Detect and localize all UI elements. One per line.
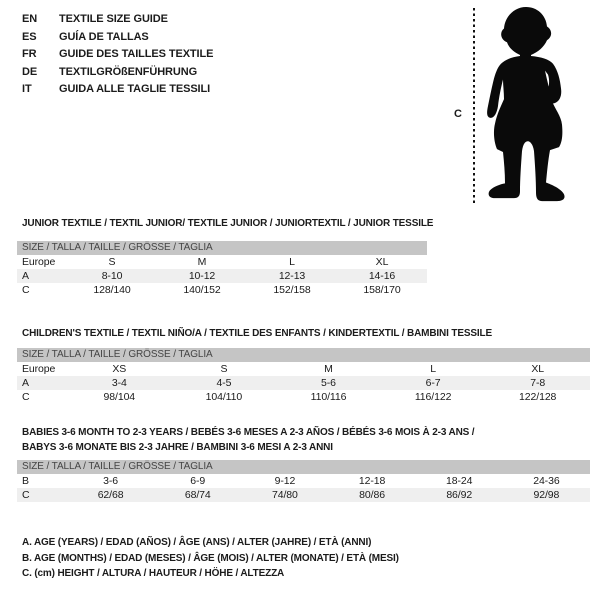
- size-cell: M: [197, 256, 207, 268]
- babies-size-grid: [17, 474, 590, 502]
- babies-size-table: [17, 460, 590, 502]
- language-row-en: [22, 11, 213, 29]
- size-row-b: [17, 474, 590, 488]
- size-cell: S: [108, 256, 116, 268]
- size-row-europe: [17, 362, 590, 376]
- junior-size-table: [17, 241, 427, 297]
- junior-size-grid: [17, 255, 427, 297]
- size-row-c: [17, 390, 590, 404]
- legend-line-c: C. (cm) HEIGHT / ALTURA / HAUTEUR / HÖHE / ALTEZZA: [22, 568, 285, 579]
- size-cell: 140/152: [183, 284, 221, 296]
- size-cell: 6-9: [190, 475, 206, 487]
- size-cell: 24-36: [533, 475, 560, 487]
- language-label: TEXTILGRÖßENFÜHRUNG: [59, 65, 198, 78]
- size-header-bar: SIZE / TALLA / TAILLE / GRÖSSE / TAGLIA: [17, 241, 427, 255]
- size-cell: 116/122: [414, 391, 452, 403]
- size-cell: 104/110: [205, 391, 243, 403]
- size-cell: 3-6: [103, 475, 119, 487]
- junior-table-title: JUNIOR TEXTILE / TEXTIL JUNIOR/ TEXTILE JUNIOR / JUNIORTEXTIL / JUNIOR TESSILE: [22, 218, 434, 229]
- size-cell: 86/92: [446, 489, 473, 501]
- babies-title-line2: BABYS 3-6 MONATE BIS 2-3 JAHRE / BAMBINI 3-6 MESI A 2-3 ANNI: [22, 442, 333, 453]
- language-code: EN: [22, 13, 38, 25]
- size-cell: XS: [112, 363, 127, 375]
- height-measure-label: C: [454, 108, 462, 120]
- row-label: Europe: [22, 363, 56, 375]
- size-cell: 18-24: [446, 475, 473, 487]
- language-label: TEXTILE SIZE GUIDE: [59, 13, 168, 25]
- babies-title-line1: BABIES 3-6 MONTH TO 2-3 YEARS / BEBÉS 3-6 MESES A 2-3 AÑOS / BÉBÉS 3-6 MOIS À 2-3 ANS /: [22, 427, 475, 438]
- size-cell: XL: [531, 363, 545, 375]
- size-row-c: [17, 283, 427, 297]
- size-row-c: [17, 488, 590, 502]
- size-cell: 10-12: [188, 270, 216, 282]
- size-row-europe: [17, 255, 427, 269]
- size-cell: 110/116: [310, 391, 347, 403]
- size-cell: L: [430, 363, 436, 375]
- size-cell: 14-16: [368, 270, 396, 282]
- language-code: ES: [22, 30, 37, 43]
- size-cell: 62/68: [97, 489, 124, 501]
- size-header-bar: SIZE / TALLA / TAILLE / GRÖSSE / TAGLIA: [17, 348, 590, 362]
- size-cell: 3-4: [111, 377, 127, 389]
- language-code: DE: [22, 65, 38, 78]
- language-label: GUIDA ALLE TAGLIE TESSILI: [59, 83, 211, 95]
- size-cell: S: [220, 363, 228, 375]
- row-label: A: [22, 377, 29, 389]
- language-label: GUIDE DES TAILLES TEXTILE: [59, 48, 214, 60]
- language-row-de: [22, 64, 213, 82]
- legend-line-a: A. AGE (YEARS) / EDAD (AÑOS) / ÂGE (ANS) / ALTER (JAHRE) / ETÀ (ANNI): [22, 537, 372, 548]
- size-cell: 74/80: [272, 489, 298, 501]
- toddler-silhouette-icon: [484, 4, 568, 205]
- size-cell: 68/74: [184, 489, 211, 501]
- size-cell: XL: [375, 256, 389, 268]
- size-cell: 122/128: [519, 391, 557, 403]
- size-cell: 152/158: [273, 284, 311, 296]
- size-cell: 8-10: [101, 270, 123, 282]
- size-cell: 6-7: [425, 377, 441, 389]
- size-cell: 4-5: [216, 377, 232, 389]
- size-row-a: [17, 376, 590, 390]
- language-row-es: [22, 29, 213, 47]
- legend-line-b: B. AGE (MONTHS) / EDAD (MESES) / ÂGE (MOIS) / ALTER (MONATE) / ETÀ (MESI): [22, 552, 399, 564]
- children-table-title: CHILDREN'S TEXTILE / TEXTIL NIÑO/A / TEXTILE DES ENFANTS / KINDERTEXTIL / BAMBINI TESSILE: [22, 328, 492, 339]
- size-cell: 80/86: [359, 489, 385, 501]
- size-row-a: [17, 269, 427, 283]
- children-size-table: [17, 348, 590, 404]
- size-cell: 98/104: [103, 391, 136, 403]
- size-cell: 5-6: [321, 377, 336, 389]
- height-measure-dashed-line: [473, 8, 475, 206]
- row-label: C: [22, 391, 30, 403]
- size-cell: 128/140: [93, 284, 131, 296]
- size-cell: M: [324, 363, 333, 375]
- language-label: GUÍA DE TALLAS: [59, 30, 149, 43]
- babies-table-title: [22, 425, 474, 455]
- row-label: A: [22, 270, 29, 282]
- size-cell: 12-18: [358, 475, 386, 487]
- children-size-grid: [17, 362, 590, 404]
- size-header-bar: SIZE / TALLA / TAILLE / GRÖSSE / TAGLIA: [17, 460, 590, 474]
- row-label: Europe: [22, 256, 56, 268]
- size-cell: 12-13: [278, 270, 306, 282]
- size-cell: 7-8: [530, 377, 546, 389]
- language-row-it: [22, 81, 213, 99]
- language-list: [22, 11, 213, 99]
- row-label: C: [22, 284, 30, 296]
- size-cell: 92/98: [533, 489, 560, 501]
- row-label: B: [22, 475, 29, 487]
- size-cell: L: [289, 256, 295, 268]
- row-label: C: [22, 489, 30, 501]
- size-cell: 9-12: [274, 475, 296, 487]
- language-code: IT: [22, 83, 32, 95]
- language-code: FR: [22, 48, 37, 60]
- language-row-fr: [22, 46, 213, 64]
- size-cell: 158/170: [363, 284, 401, 296]
- measure-legend: [22, 535, 399, 582]
